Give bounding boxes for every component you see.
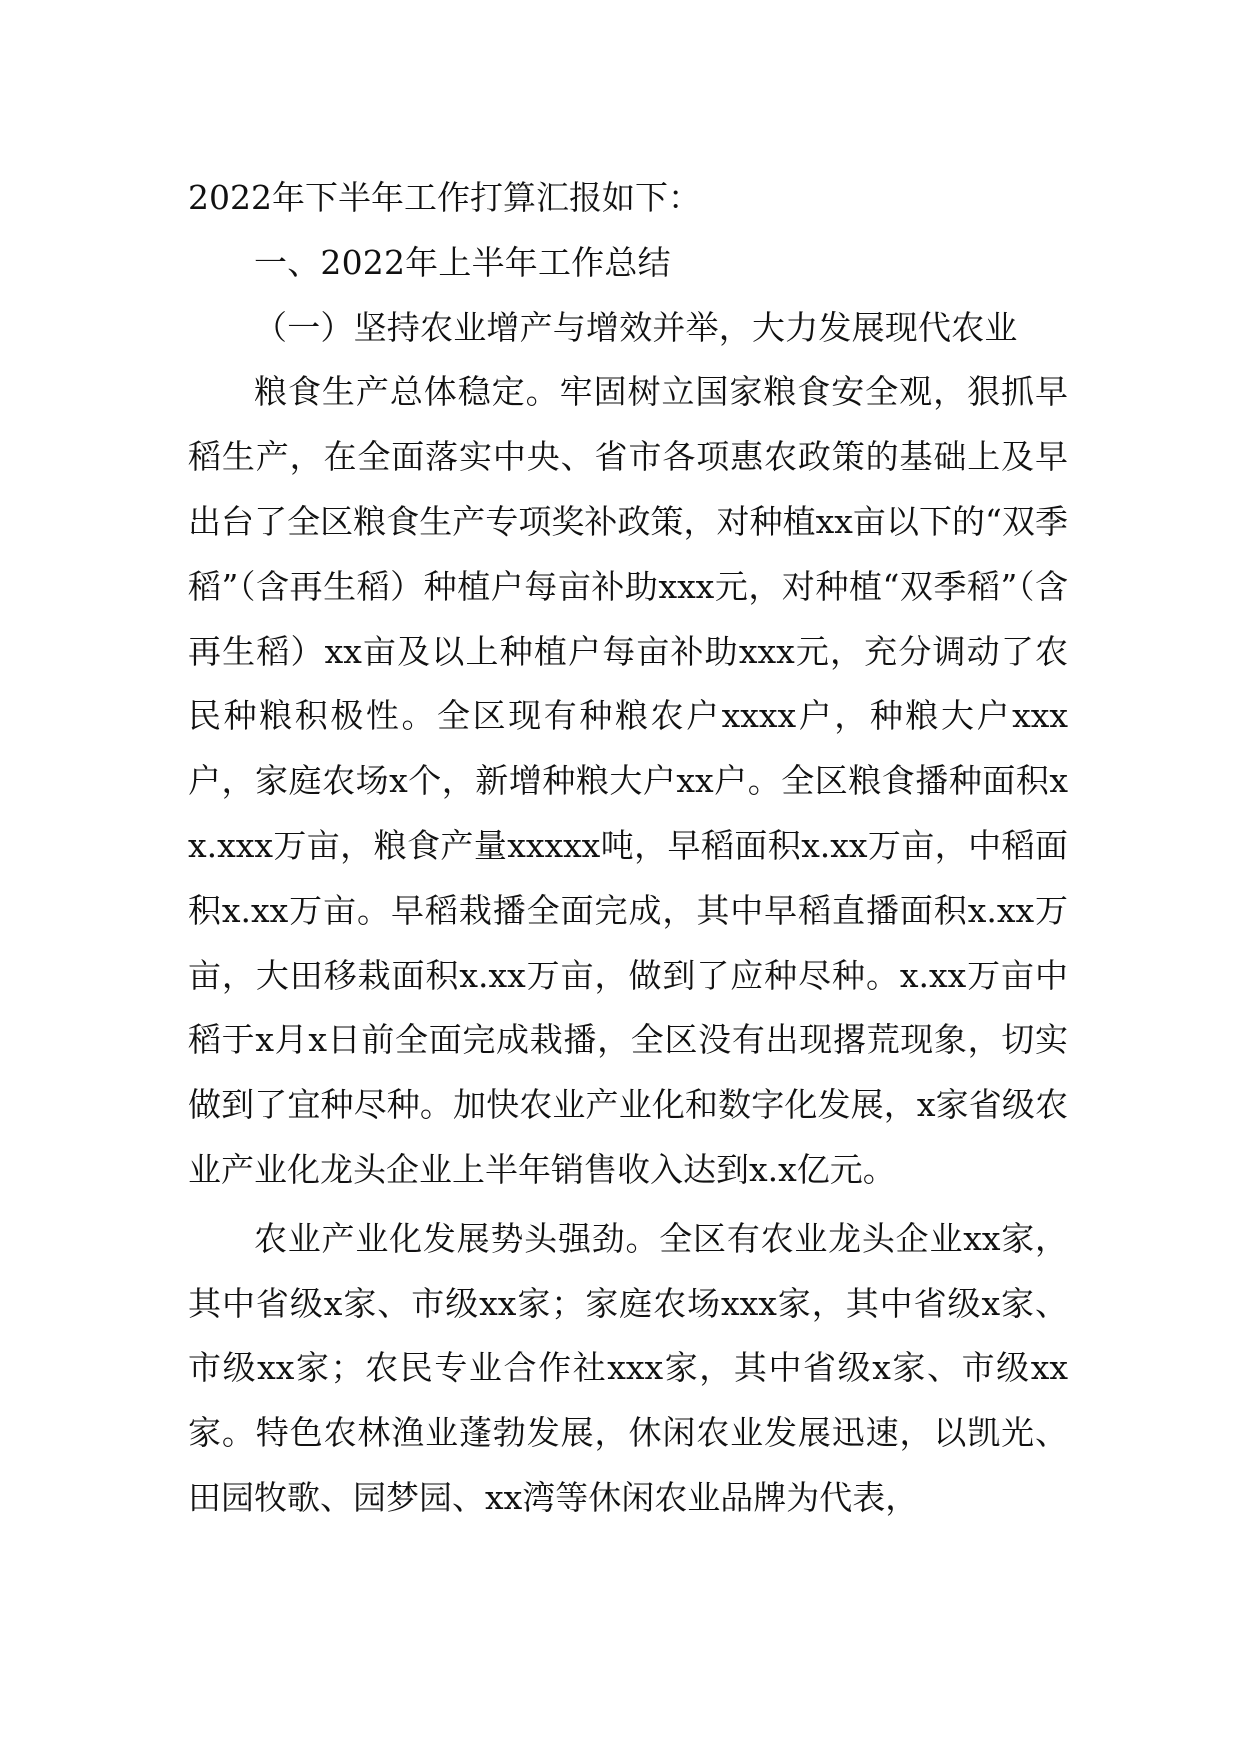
document-body bbox=[188, 166, 1068, 1531]
paragraph-agri-industrialization: 农业产业化发展势头强劲。全区有农业龙头企业xx家，其中省级x家、市级xx家；家庭农场xxx家，其中省级x家、市级xx家；农民专业合作社xxx家，其中省级x家、市级xx家。特色农林渔业蓬勃发展，休闲农业发展迅速，以凯光、田园牧歌、园梦园、xx湾等休闲农业品牌为代表， bbox=[188, 1218, 1068, 1517]
section-heading: 一、2022年上半年工作总结 bbox=[254, 242, 671, 282]
subsection-heading: （一）坚持农业增产与增效并举，大力发展现代农业 bbox=[254, 307, 1018, 347]
paragraph-grain-production: 粮食生产总体稳定。牢固树立国家粮食安全观，狠抓早稻生产，在全面落实中央、省市各项惠农政策的基础上及早出台了全区粮食生产专项奖补政策，对种植xx亩以下的“双季稻”（含再生稻）种植户每亩补助xxx元，对种植“双季稻”（含再生稻）xx亩及以上种植户每亩补助xxx元，充分调动了农民种粮积极性。全区现有种粮农户xxxx户，种粮大户xxx户，家庭农场x个，新增种粮大户xx户。全区粮食播种面积xx.xxx万亩，粮食产量xxxxx吨，早稻面积x.xx万亩，中稻面积x.xx万亩。早稻栽播全面完成，其中早稻直播面积x.xx万亩，大田移栽面积x.xx万亩，做到了应种尽种。x.xx万亩中稻于x月x日前全面完成栽播，全区没有出现撂荒现象，切实做到了宜种尽种。加快农业产业化和数字化发展，x家省级农业产业化龙头企业上半年销售收入达到x.x亿元。 bbox=[188, 372, 1068, 1189]
intro-line: 2022年下半年工作打算汇报如下： bbox=[188, 178, 701, 217]
